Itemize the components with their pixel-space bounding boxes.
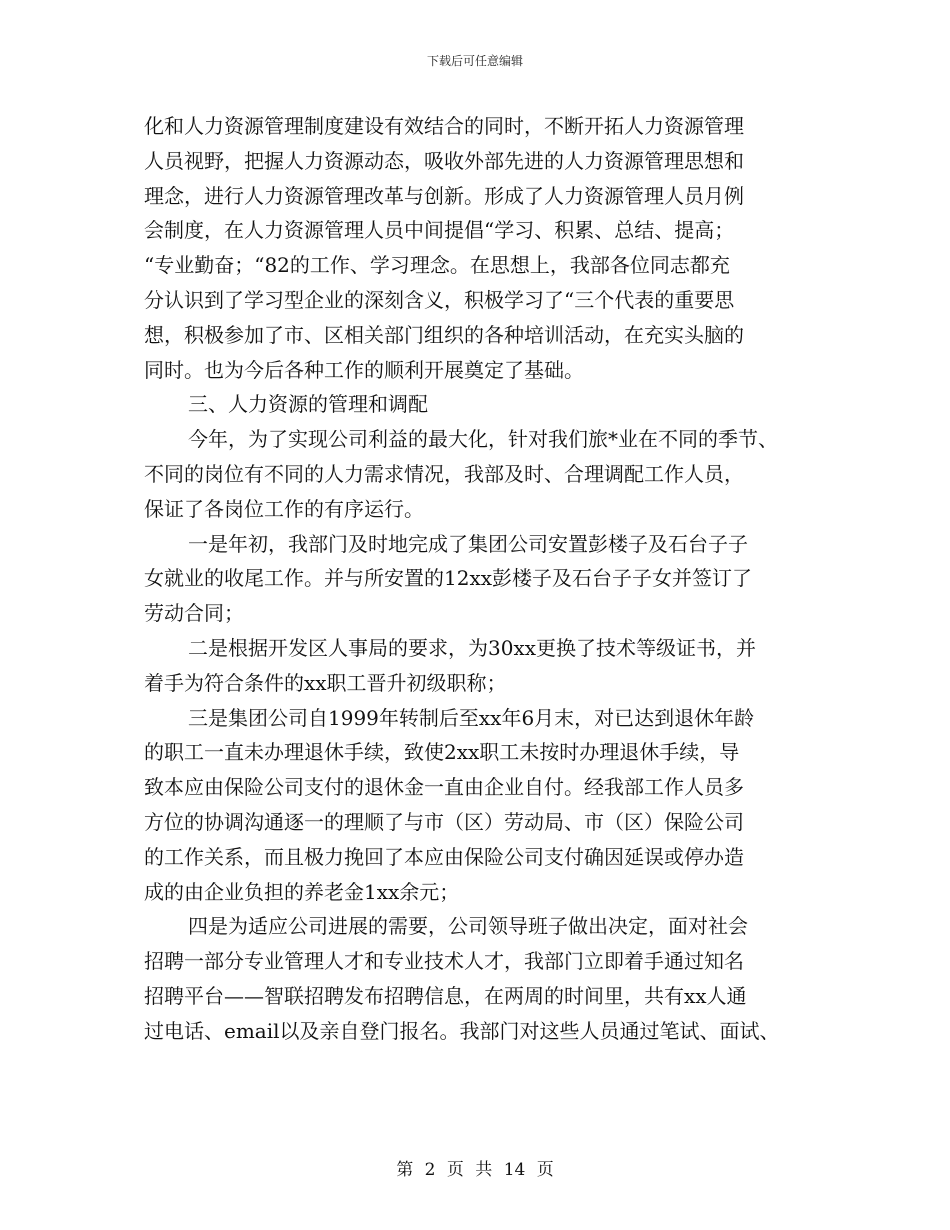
text-line: 三是集团公司自1999年转制后至xx年6月末，对已达到退休年龄 bbox=[188, 705, 755, 730]
text-line: 人员视野，把握人力资源动态，吸收外部先进的人力资源管理思想和 bbox=[144, 148, 744, 173]
text-line: 今年，为了实现公司利益的最大化，针对我们旅*业在不同的季节、 bbox=[188, 427, 778, 452]
text-line: 不同的岗位有不同的人力需求情况，我部及时、合理调配工作人员， bbox=[144, 461, 744, 486]
text-line: 想，积极参加了市、区相关部门组织的各种培训活动，在充实头脑的 bbox=[144, 322, 744, 347]
text-line: 一是年初，我部门及时地完成了集团公司安置彭楼子及石台子子 bbox=[188, 531, 748, 556]
text-line: 的工作关系，而且极力挽回了本应由保险公司支付确因延误或停办造 bbox=[144, 844, 744, 869]
text-line: 会制度，在人力资源管理人员中间提倡“学习、积累、总结、提高； bbox=[144, 218, 735, 243]
text-line: 分认识到了学习型企业的深刻含义，积极学习了“三个代表的重要思 bbox=[144, 287, 735, 312]
text-line: 招聘一部分专业管理人才和专业技术人才，我部门立即着手通过知名 bbox=[144, 949, 744, 974]
text-line: 招聘平台——智联招聘发布招聘信息，在两周的时间里，共有xx人通 bbox=[144, 983, 747, 1008]
text-line: 致本应由保险公司支付的退休金一直由企业自付。经我部工作人员多 bbox=[144, 775, 744, 800]
text-line: 理念，进行人力资源管理改革与创新。形成了人力资源管理人员月例 bbox=[144, 183, 744, 208]
text-line: 女就业的收尾工作。并与所安置的12xx彭楼子及石台子子女并签订了 bbox=[144, 566, 753, 591]
text-line: 着手为符合条件的xx职工晋升初级职称； bbox=[144, 670, 507, 695]
text-line: 四是为适应公司进展的需要，公司领导班子做出决定，面对社会 bbox=[188, 914, 748, 939]
text-line: 方位的协调沟通逐一的理顺了与市（区）劳动局、市（区）保险公司 bbox=[144, 809, 744, 834]
text-line: 化和人力资源管理制度建设有效结合的同时，不断开拓人力资源管理 bbox=[144, 114, 744, 138]
text-line: 的职工一直未办理退休手续，致使2xx职工未按时办理退休手续，导 bbox=[144, 740, 740, 765]
text-line: 成的由企业负担的养老金1xx余元； bbox=[144, 879, 460, 904]
page-header: 下载后可任意编辑 bbox=[426, 54, 523, 68]
text-line: 过电话、email以及亲自登门报名。我部门对这些人员通过笔试、面试、 bbox=[144, 1018, 780, 1043]
section-heading: 三、人力资源的管理和调配 bbox=[188, 392, 428, 417]
text-line: 劳动合同； bbox=[144, 601, 244, 626]
text-line: 保证了各岗位工作的有序运行。 bbox=[144, 496, 424, 521]
page-footer: 第 2 页 共 14 页 bbox=[396, 1160, 554, 1180]
document-body bbox=[144, 109, 824, 1049]
text-line: 同时。也为今后各种工作的顺利开展奠定了基础。 bbox=[144, 357, 584, 382]
text-line: “专业勤奋；“82的工作、学习理念。在思想上，我部各位同志都充 bbox=[144, 253, 730, 278]
text-line: 二是根据开发区人事局的要求，为30xx更换了技术等级证书，并 bbox=[188, 635, 757, 660]
